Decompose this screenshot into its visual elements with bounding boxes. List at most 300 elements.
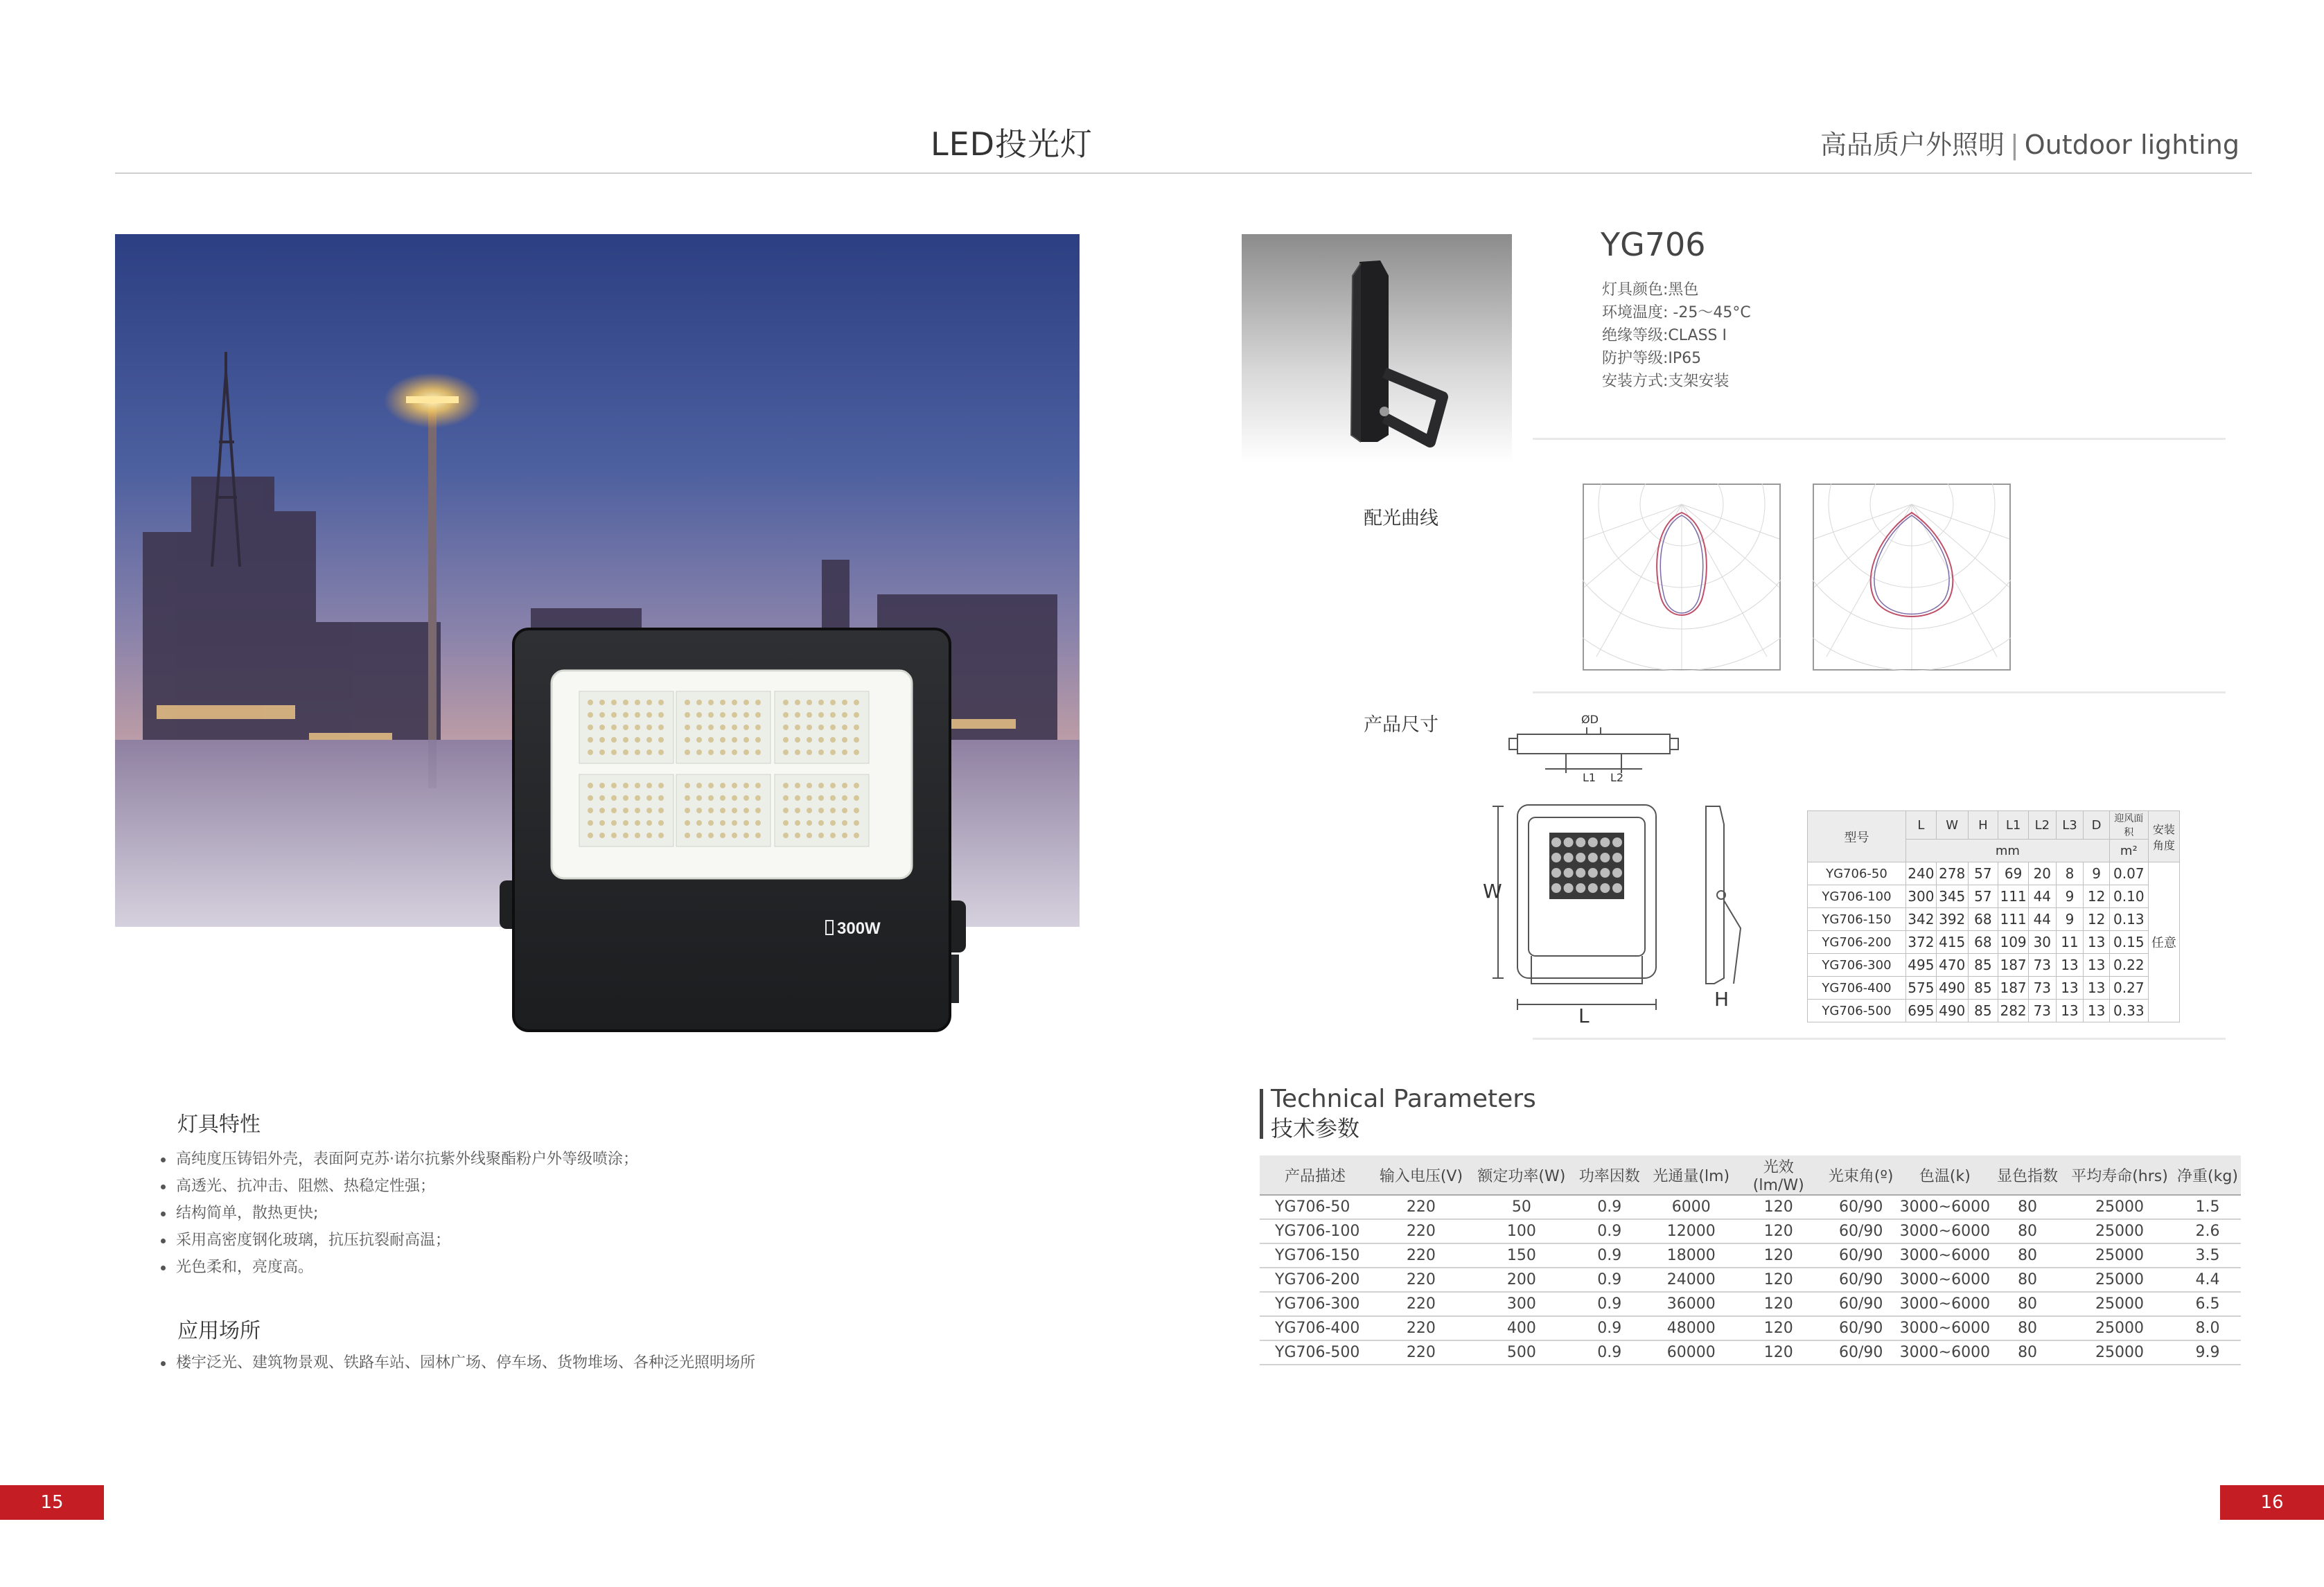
dim-cell: 0.13 xyxy=(2109,908,2148,931)
tech-table-row xyxy=(1260,1219,2241,1243)
dim-cell: 0.10 xyxy=(2109,885,2148,908)
tech-cell: 60/90 xyxy=(1822,1340,1900,1365)
led-dot xyxy=(795,808,800,813)
dim-cell: 415 xyxy=(1936,931,1968,954)
dim-cell: 12 xyxy=(2084,885,2110,908)
led-dot xyxy=(854,795,859,801)
led-dot xyxy=(783,783,789,788)
led-dot xyxy=(842,750,847,755)
led-dot xyxy=(646,712,652,718)
dim-cell: 575 xyxy=(1905,977,1936,1000)
tech-header-cell: 功率因数 xyxy=(1572,1155,1648,1195)
spec-protection: 防护等级:IP65 xyxy=(1602,350,1702,367)
led-dot xyxy=(732,783,737,788)
led-dot xyxy=(599,820,605,826)
led-dot xyxy=(743,700,749,705)
led-dot xyxy=(685,750,690,755)
dimension-diagram-front-side xyxy=(1483,797,1746,1025)
led-dot xyxy=(658,725,664,730)
led-dot xyxy=(685,833,690,838)
led-dot xyxy=(599,750,605,755)
led-dot xyxy=(635,725,640,730)
tech-cell: 0.9 xyxy=(1572,1195,1648,1219)
tech-cell: 3000~6000 xyxy=(1900,1316,1990,1340)
dim-header-install-angle: 安装角度 xyxy=(2148,811,2179,862)
led-dot xyxy=(732,750,737,755)
dim-header-l3: L3 xyxy=(2056,811,2084,840)
tech-cell: 300 xyxy=(1472,1292,1572,1316)
front-led-dot xyxy=(1551,853,1561,862)
tech-cell: 48000 xyxy=(1648,1316,1735,1340)
tagline-separator: | xyxy=(2009,130,2019,160)
tech-header-cell: 平均寿命(hrs) xyxy=(2065,1155,2174,1195)
tech-cell: 25000 xyxy=(2065,1268,2174,1292)
dim-cell: 11 xyxy=(2056,931,2084,954)
tech-cell: 0.9 xyxy=(1572,1268,1648,1292)
front-led-dot xyxy=(1600,868,1610,878)
tech-cell: 80 xyxy=(1990,1243,2065,1268)
led-dot xyxy=(599,783,605,788)
dim-cell-model: YG706-150 xyxy=(1808,908,1906,931)
led-dot xyxy=(658,795,664,801)
polar-curve-narrow xyxy=(1583,484,1781,671)
led-dot xyxy=(720,737,725,743)
tech-cell-model: YG706-150 xyxy=(1260,1243,1371,1268)
led-dot xyxy=(842,712,847,718)
led-dot xyxy=(842,700,847,705)
dim-od-label: ØD xyxy=(1581,713,1599,726)
led-dot xyxy=(842,820,847,826)
led-dot xyxy=(658,737,664,743)
led-dot xyxy=(708,737,714,743)
tech-cell: 220 xyxy=(1371,1195,1472,1219)
led-dot xyxy=(732,820,737,826)
led-dot xyxy=(611,712,617,718)
tech-header-cell: 光束角(º) xyxy=(1822,1155,1900,1195)
led-dot xyxy=(807,750,812,755)
led-dot xyxy=(854,725,859,730)
tech-cell: 0.9 xyxy=(1572,1292,1648,1316)
tech-table-row xyxy=(1260,1268,2241,1292)
section-divider xyxy=(1533,438,2226,440)
dim-cell: 9 xyxy=(2056,908,2084,931)
led-dot xyxy=(623,808,628,813)
dim-cell: 44 xyxy=(2029,908,2057,931)
tech-cell: 3000~6000 xyxy=(1900,1195,1990,1219)
led-dot xyxy=(635,833,640,838)
dim-header-w: W xyxy=(1936,811,1968,840)
tech-cell: 220 xyxy=(1371,1243,1472,1268)
led-dot xyxy=(755,820,761,826)
tagline-en: Outdoor lighting xyxy=(2024,130,2239,160)
tech-cell: 200 xyxy=(1472,1268,1572,1292)
dim-cell: 57 xyxy=(1968,862,1998,885)
dim-cell-model: YG706-200 xyxy=(1808,931,1906,954)
led-dot xyxy=(685,725,690,730)
tech-cell: 9.9 xyxy=(2174,1340,2241,1365)
dim-cell: 73 xyxy=(2029,1000,2057,1022)
wattage-label: 300W xyxy=(837,919,881,938)
tech-cell: 25000 xyxy=(2065,1219,2174,1243)
dim-header-l: L xyxy=(1905,811,1936,840)
led-dot xyxy=(623,820,628,826)
led-dot xyxy=(818,712,824,718)
header-tagline xyxy=(1820,123,2239,161)
tech-cell: 80 xyxy=(1990,1292,2065,1316)
tech-table-row xyxy=(1260,1340,2241,1365)
led-dot xyxy=(611,820,617,826)
spec-insulation: 绝缘等级:CLASS I xyxy=(1602,327,1727,344)
model-specs xyxy=(1602,278,1751,393)
page-number-left: 15 xyxy=(0,1485,104,1520)
led-dot xyxy=(685,795,690,801)
tech-title-bar xyxy=(1260,1089,1263,1139)
led-dot xyxy=(807,833,812,838)
led-dot xyxy=(755,700,761,705)
dim-cell: 300 xyxy=(1905,885,1936,908)
tech-cell: 25000 xyxy=(2065,1340,2174,1365)
led-dot xyxy=(807,712,812,718)
led-dot xyxy=(818,725,824,730)
led-dot xyxy=(830,725,836,730)
led-dot xyxy=(635,783,640,788)
led-dot xyxy=(807,808,812,813)
led-dot xyxy=(599,737,605,743)
led-dot xyxy=(685,808,690,813)
led-dot xyxy=(795,700,800,705)
tech-cell: 50 xyxy=(1472,1195,1572,1219)
led-dot xyxy=(854,833,859,838)
led-dot xyxy=(696,737,702,743)
led-dot xyxy=(854,750,859,755)
dim-cell: 13 xyxy=(2056,1000,2084,1022)
led-dot xyxy=(830,795,836,801)
led-dot xyxy=(755,833,761,838)
tech-cell: 60/90 xyxy=(1822,1316,1900,1340)
led-dot xyxy=(755,737,761,743)
tech-cell: 25000 xyxy=(2065,1195,2174,1219)
led-dot xyxy=(646,820,652,826)
led-dot xyxy=(818,737,824,743)
led-dot xyxy=(755,795,761,801)
tech-header-cell: 净重(kg) xyxy=(2174,1155,2241,1195)
dim-header-model: 型号 xyxy=(1808,811,1906,862)
tech-cell: 3000~6000 xyxy=(1900,1219,1990,1243)
front-led-dot xyxy=(1551,883,1561,893)
applications-heading: 应用场所 xyxy=(177,1319,261,1343)
led-dot xyxy=(732,737,737,743)
led-dot xyxy=(623,795,628,801)
led-dot xyxy=(611,737,617,743)
front-led-dot xyxy=(1564,837,1574,847)
led-dot xyxy=(623,700,628,705)
tech-params-header xyxy=(1260,1155,2241,1195)
tagline-cn: 高品质户外照明 xyxy=(1820,130,2005,160)
tech-cell: 3.5 xyxy=(2174,1243,2241,1268)
dim-cell: 73 xyxy=(2029,954,2057,977)
led-dot xyxy=(854,737,859,743)
led-dot xyxy=(732,725,737,730)
led-dot xyxy=(611,783,617,788)
tech-header-cell: 产品描述 xyxy=(1260,1155,1371,1195)
front-led-dot xyxy=(1600,853,1610,862)
tech-cell: 400 xyxy=(1472,1316,1572,1340)
led-dot xyxy=(732,808,737,813)
tech-cell: 2.6 xyxy=(2174,1219,2241,1243)
led-dot xyxy=(830,783,836,788)
led-dot xyxy=(720,750,725,755)
tech-cell: 0.9 xyxy=(1572,1316,1648,1340)
led-dot xyxy=(708,833,714,838)
led-dot xyxy=(743,833,749,838)
led-dot xyxy=(611,750,617,755)
dimension-table xyxy=(1807,810,2180,1022)
section-divider xyxy=(1533,691,2226,693)
tech-cell: 220 xyxy=(1371,1268,1472,1292)
led-dot xyxy=(830,833,836,838)
dim-cell: 85 xyxy=(1968,954,1998,977)
led-dot xyxy=(623,725,628,730)
tech-cell: 0.9 xyxy=(1572,1340,1648,1365)
dim-table-row xyxy=(1808,862,2180,885)
dim-l1-label: L1 xyxy=(1583,771,1596,783)
tech-header-cell: 显色指数 xyxy=(1990,1155,2065,1195)
led-dot xyxy=(685,712,690,718)
front-led-dot xyxy=(1588,883,1598,893)
feature-item: 采用高密度钢化玻璃，抗压抗裂耐高温； xyxy=(161,1227,1131,1254)
led-dot xyxy=(588,808,593,813)
led-dot xyxy=(646,795,652,801)
tech-params-table xyxy=(1260,1155,2241,1365)
dim-cell: 57 xyxy=(1968,885,1998,908)
led-dot xyxy=(743,712,749,718)
dim-cell: 278 xyxy=(1936,862,1968,885)
led-dot xyxy=(696,700,702,705)
dim-cell: 109 xyxy=(1998,931,2029,954)
led-dot xyxy=(732,712,737,718)
led-dot xyxy=(783,820,789,826)
led-dot xyxy=(818,795,824,801)
led-dot xyxy=(743,820,749,826)
led-dot xyxy=(646,783,652,788)
led-dot xyxy=(696,750,702,755)
dim-cell: 490 xyxy=(1936,1000,1968,1022)
dim-cell: 13 xyxy=(2056,954,2084,977)
tech-cell: 120 xyxy=(1735,1340,1822,1365)
led-dot xyxy=(658,783,664,788)
tech-cell: 6.5 xyxy=(2174,1292,2241,1316)
spec-installation: 安装方式:支架安装 xyxy=(1602,373,1729,390)
dim-cell: 68 xyxy=(1968,908,1998,931)
led-dot xyxy=(623,783,628,788)
feature-item: 结构简单，散热更快; xyxy=(161,1200,1131,1227)
tech-cell: 18000 xyxy=(1648,1243,1735,1268)
led-dot xyxy=(818,808,824,813)
led-dot xyxy=(658,712,664,718)
led-dot xyxy=(720,833,725,838)
led-dot xyxy=(635,737,640,743)
led-dot xyxy=(588,833,593,838)
features-list xyxy=(161,1146,1131,1281)
dim-cell: 392 xyxy=(1936,908,1968,931)
led-dot xyxy=(646,700,652,705)
dim-unit-m2: m² xyxy=(2109,840,2148,862)
led-dot xyxy=(795,820,800,826)
tech-cell: 60/90 xyxy=(1822,1243,1900,1268)
led-dot xyxy=(646,737,652,743)
led-dot xyxy=(807,725,812,730)
tech-cell: 60/90 xyxy=(1822,1292,1900,1316)
dim-header-d: D xyxy=(2084,811,2110,840)
led-dot xyxy=(708,783,714,788)
front-led-dot xyxy=(1588,868,1598,878)
front-led-dot xyxy=(1564,883,1574,893)
led-dot xyxy=(807,700,812,705)
led-dot xyxy=(783,833,789,838)
dim-header-l2: L2 xyxy=(2029,811,2057,840)
dim-cell: 345 xyxy=(1936,885,1968,908)
tech-cell: 60/90 xyxy=(1822,1219,1900,1243)
led-dot xyxy=(795,750,800,755)
led-dot xyxy=(708,750,714,755)
tech-cell: 3000~6000 xyxy=(1900,1340,1990,1365)
front-led-dot xyxy=(1612,883,1622,893)
tech-cell: 60/90 xyxy=(1822,1268,1900,1292)
tech-cell: 8.0 xyxy=(2174,1316,2241,1340)
front-led-dot xyxy=(1576,868,1585,878)
model-name: YG706 xyxy=(1601,226,1706,263)
dim-cell: 372 xyxy=(1905,931,1936,954)
dim-cell: 9 xyxy=(2084,862,2110,885)
dim-w-label: W xyxy=(1483,880,1502,903)
led-dot xyxy=(755,783,761,788)
tech-header-cell: 色温(k) xyxy=(1900,1155,1990,1195)
dim-header-l1: L1 xyxy=(1998,811,2029,840)
led-dot xyxy=(795,795,800,801)
led-dot xyxy=(720,712,725,718)
led-dot xyxy=(807,795,812,801)
dim-h-label: H xyxy=(1714,988,1729,1011)
led-dot xyxy=(708,725,714,730)
led-dot xyxy=(795,725,800,730)
dim-cell: 13 xyxy=(2084,931,2110,954)
led-dot xyxy=(599,712,605,718)
led-dot xyxy=(588,783,593,788)
led-dot xyxy=(658,700,664,705)
tech-cell-model: YG706-100 xyxy=(1260,1219,1371,1243)
tech-cell: 80 xyxy=(1990,1340,2065,1365)
tech-cell: 3000~6000 xyxy=(1900,1243,1990,1268)
front-led-dot xyxy=(1564,853,1574,862)
led-dot xyxy=(611,808,617,813)
dim-table-row xyxy=(1808,977,2180,1000)
front-led-dot xyxy=(1551,837,1561,847)
tech-cell: 4.4 xyxy=(2174,1268,2241,1292)
tech-cell: 0.9 xyxy=(1572,1219,1648,1243)
dim-cell-model: YG706-300 xyxy=(1808,954,1906,977)
feature-item: 高纯度压铸铝外壳，表面阿克苏·诺尔抗紫外线聚酯粉户外等级喷涂； xyxy=(161,1146,1131,1173)
tech-cell: 3000~6000 xyxy=(1900,1292,1990,1316)
led-dot xyxy=(685,700,690,705)
tech-header-cell: 光效 (lm/W) xyxy=(1735,1155,1822,1195)
led-dot xyxy=(854,820,859,826)
tech-cell: 80 xyxy=(1990,1195,2065,1219)
led-dot xyxy=(696,783,702,788)
led-dot xyxy=(658,808,664,813)
led-dot xyxy=(623,737,628,743)
led-dot xyxy=(635,808,640,813)
applications-list xyxy=(161,1349,1131,1376)
front-led-dot xyxy=(1576,837,1585,847)
led-dot xyxy=(685,737,690,743)
tech-cell: 220 xyxy=(1371,1219,1472,1243)
led-dot xyxy=(755,808,761,813)
tech-header-cell: 额定功率(W) xyxy=(1472,1155,1572,1195)
front-led-dot xyxy=(1588,837,1598,847)
features-heading: 灯具特性 xyxy=(177,1112,261,1137)
tech-cell: 80 xyxy=(1990,1268,2065,1292)
light-curve-label: 配光曲线 xyxy=(1364,508,1438,529)
dim-cell: 8 xyxy=(2056,862,2084,885)
led-dot xyxy=(635,712,640,718)
dim-cell: 0.07 xyxy=(2109,862,2148,885)
led-dot xyxy=(842,737,847,743)
led-dot xyxy=(783,808,789,813)
led-dot xyxy=(588,700,593,705)
led-dot xyxy=(818,700,824,705)
front-led-dot xyxy=(1551,868,1561,878)
led-dot xyxy=(696,820,702,826)
dim-cell: 490 xyxy=(1936,977,1968,1000)
dim-cell: 111 xyxy=(1998,908,2029,931)
led-dot xyxy=(635,795,640,801)
dim-table-row xyxy=(1808,954,2180,977)
dim-unit-mm: mm xyxy=(1905,840,2109,862)
dim-cell: 282 xyxy=(1998,1000,2029,1022)
dim-cell: 69 xyxy=(1998,862,2029,885)
dim-cell: 0.33 xyxy=(2109,1000,2148,1022)
tech-cell: 80 xyxy=(1990,1316,2065,1340)
dimensions-label: 产品尺寸 xyxy=(1364,714,1438,736)
led-dot xyxy=(818,833,824,838)
led-dot xyxy=(611,795,617,801)
led-dot xyxy=(646,833,652,838)
tech-cell: 220 xyxy=(1371,1340,1472,1365)
tech-cell-model: YG706-300 xyxy=(1260,1292,1371,1316)
led-dot xyxy=(854,700,859,705)
led-dot xyxy=(755,725,761,730)
led-dot xyxy=(743,725,749,730)
front-led-dot xyxy=(1612,853,1622,862)
led-dot xyxy=(646,808,652,813)
front-led-dot xyxy=(1600,883,1610,893)
page-title: LED投光灯 xyxy=(930,125,1093,163)
dim-cell: 85 xyxy=(1968,977,1998,1000)
led-dot xyxy=(588,712,593,718)
tech-cell: 0.9 xyxy=(1572,1243,1648,1268)
tech-cell: 220 xyxy=(1371,1292,1472,1316)
led-dot xyxy=(588,795,593,801)
tech-cell-model: YG706-200 xyxy=(1260,1268,1371,1292)
tech-cell: 12000 xyxy=(1648,1219,1735,1243)
led-dot xyxy=(708,808,714,813)
led-dot xyxy=(743,795,749,801)
led-dot xyxy=(720,808,725,813)
led-dot xyxy=(795,833,800,838)
dim-cell: 12 xyxy=(2084,908,2110,931)
led-dot xyxy=(696,808,702,813)
dim-cell: 0.15 xyxy=(2109,931,2148,954)
